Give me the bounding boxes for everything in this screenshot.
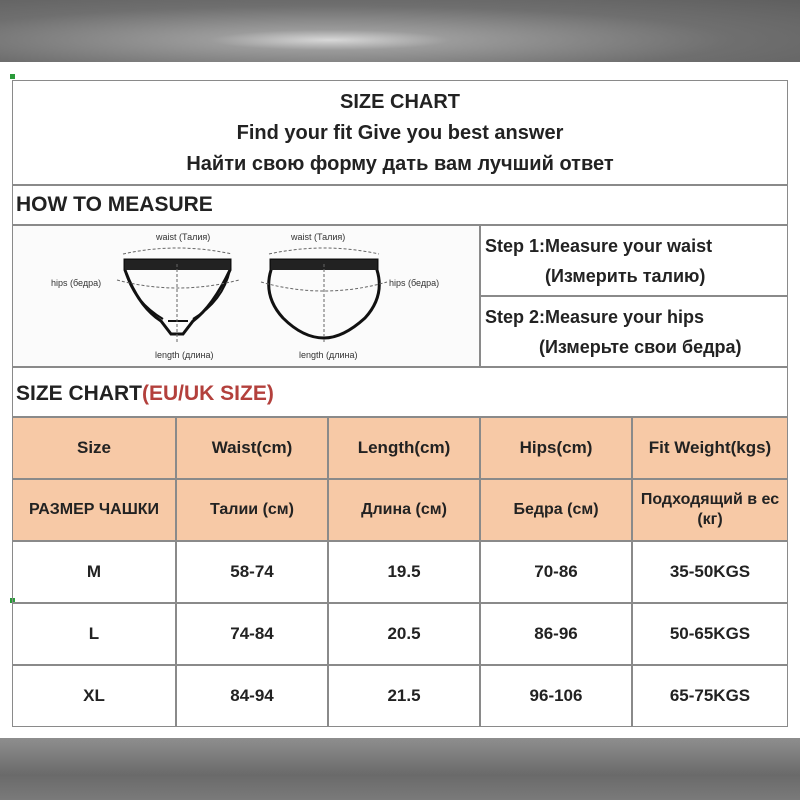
table-cell: 96-106 [480,665,632,727]
size-chart-frame [12,80,788,720]
size-chart-title-text: SIZE CHART [16,382,142,405]
chart-subtitle-en: Find your fit Give you best answer [236,122,564,144]
header-row-ru-cell: Талии (см) [176,479,328,541]
brief-front-icon [117,248,239,344]
header-row-ru-cell: Бедра (см) [480,479,632,541]
header-row-ru-cell: РАЗМЕР ЧАШКИ [12,479,176,541]
step-1-text: Step 1:Measure your waist [485,236,713,256]
size-chart-title-accent: (EU/UK SIZE) [142,382,274,405]
chart-header [12,80,788,185]
header-row-en-cell: Waist(cm) [176,417,328,479]
table-cell: 74-84 [176,603,328,665]
table-cell: 65-75KGS [632,665,788,727]
header-row-en-cell: Size [12,417,176,479]
step-2-cell [480,296,788,367]
chart-title: SIZE CHART [340,91,460,113]
step-1-cell [480,225,788,296]
table-cell: 35-50KGS [632,541,788,603]
table-cell: 20.5 [328,603,480,665]
header-row-ru-cell: Длина (см) [328,479,480,541]
table-cell: 70-86 [480,541,632,603]
left-hips-label: hips (бедра) [51,278,102,288]
photo-backdrop-top [0,0,800,62]
left-waist-label: waist (Талия) [156,232,211,242]
table-cell: 50-65KGS [632,603,788,665]
step-2-text: Step 2:Measure your hips [485,307,705,327]
corner-mark-icon [10,74,15,79]
header-row-ru-cell: Подходящий в ес (кг) [632,479,788,541]
photo-backdrop-bottom [0,738,800,800]
table-cell: M [12,541,176,603]
size-chart-title [12,367,788,417]
table-cell: XL [12,665,176,727]
right-waist-label: waist (Талия) [291,232,346,242]
table-cell: 58-74 [176,541,328,603]
step-1-text-ru: (Измерить талию) [545,266,706,286]
brief-back-icon [261,248,387,344]
chart-subtitle-ru: Найти свою форму дать вам лучший ответ [186,153,614,175]
how-to-measure-title: HOW TO MEASURE [12,185,788,225]
table-cell: 84-94 [176,665,328,727]
step-2-text-ru: (Измерьте свои бедра) [539,337,742,357]
table-cell: 21.5 [328,665,480,727]
right-hips-label: hips (бедра) [389,278,440,288]
table-cell: 19.5 [328,541,480,603]
header-row-en-cell: Length(cm) [328,417,480,479]
header-row-en-cell: Fit Weight(kgs) [632,417,788,479]
measure-diagram [12,225,480,367]
table-cell: L [12,603,176,665]
header-row-en-cell: Hips(cm) [480,417,632,479]
table-cell: 86-96 [480,603,632,665]
panties-diagram-icon [13,226,479,366]
left-length-label: length (длина) [155,350,214,360]
right-length-label: length (длина) [299,350,358,360]
